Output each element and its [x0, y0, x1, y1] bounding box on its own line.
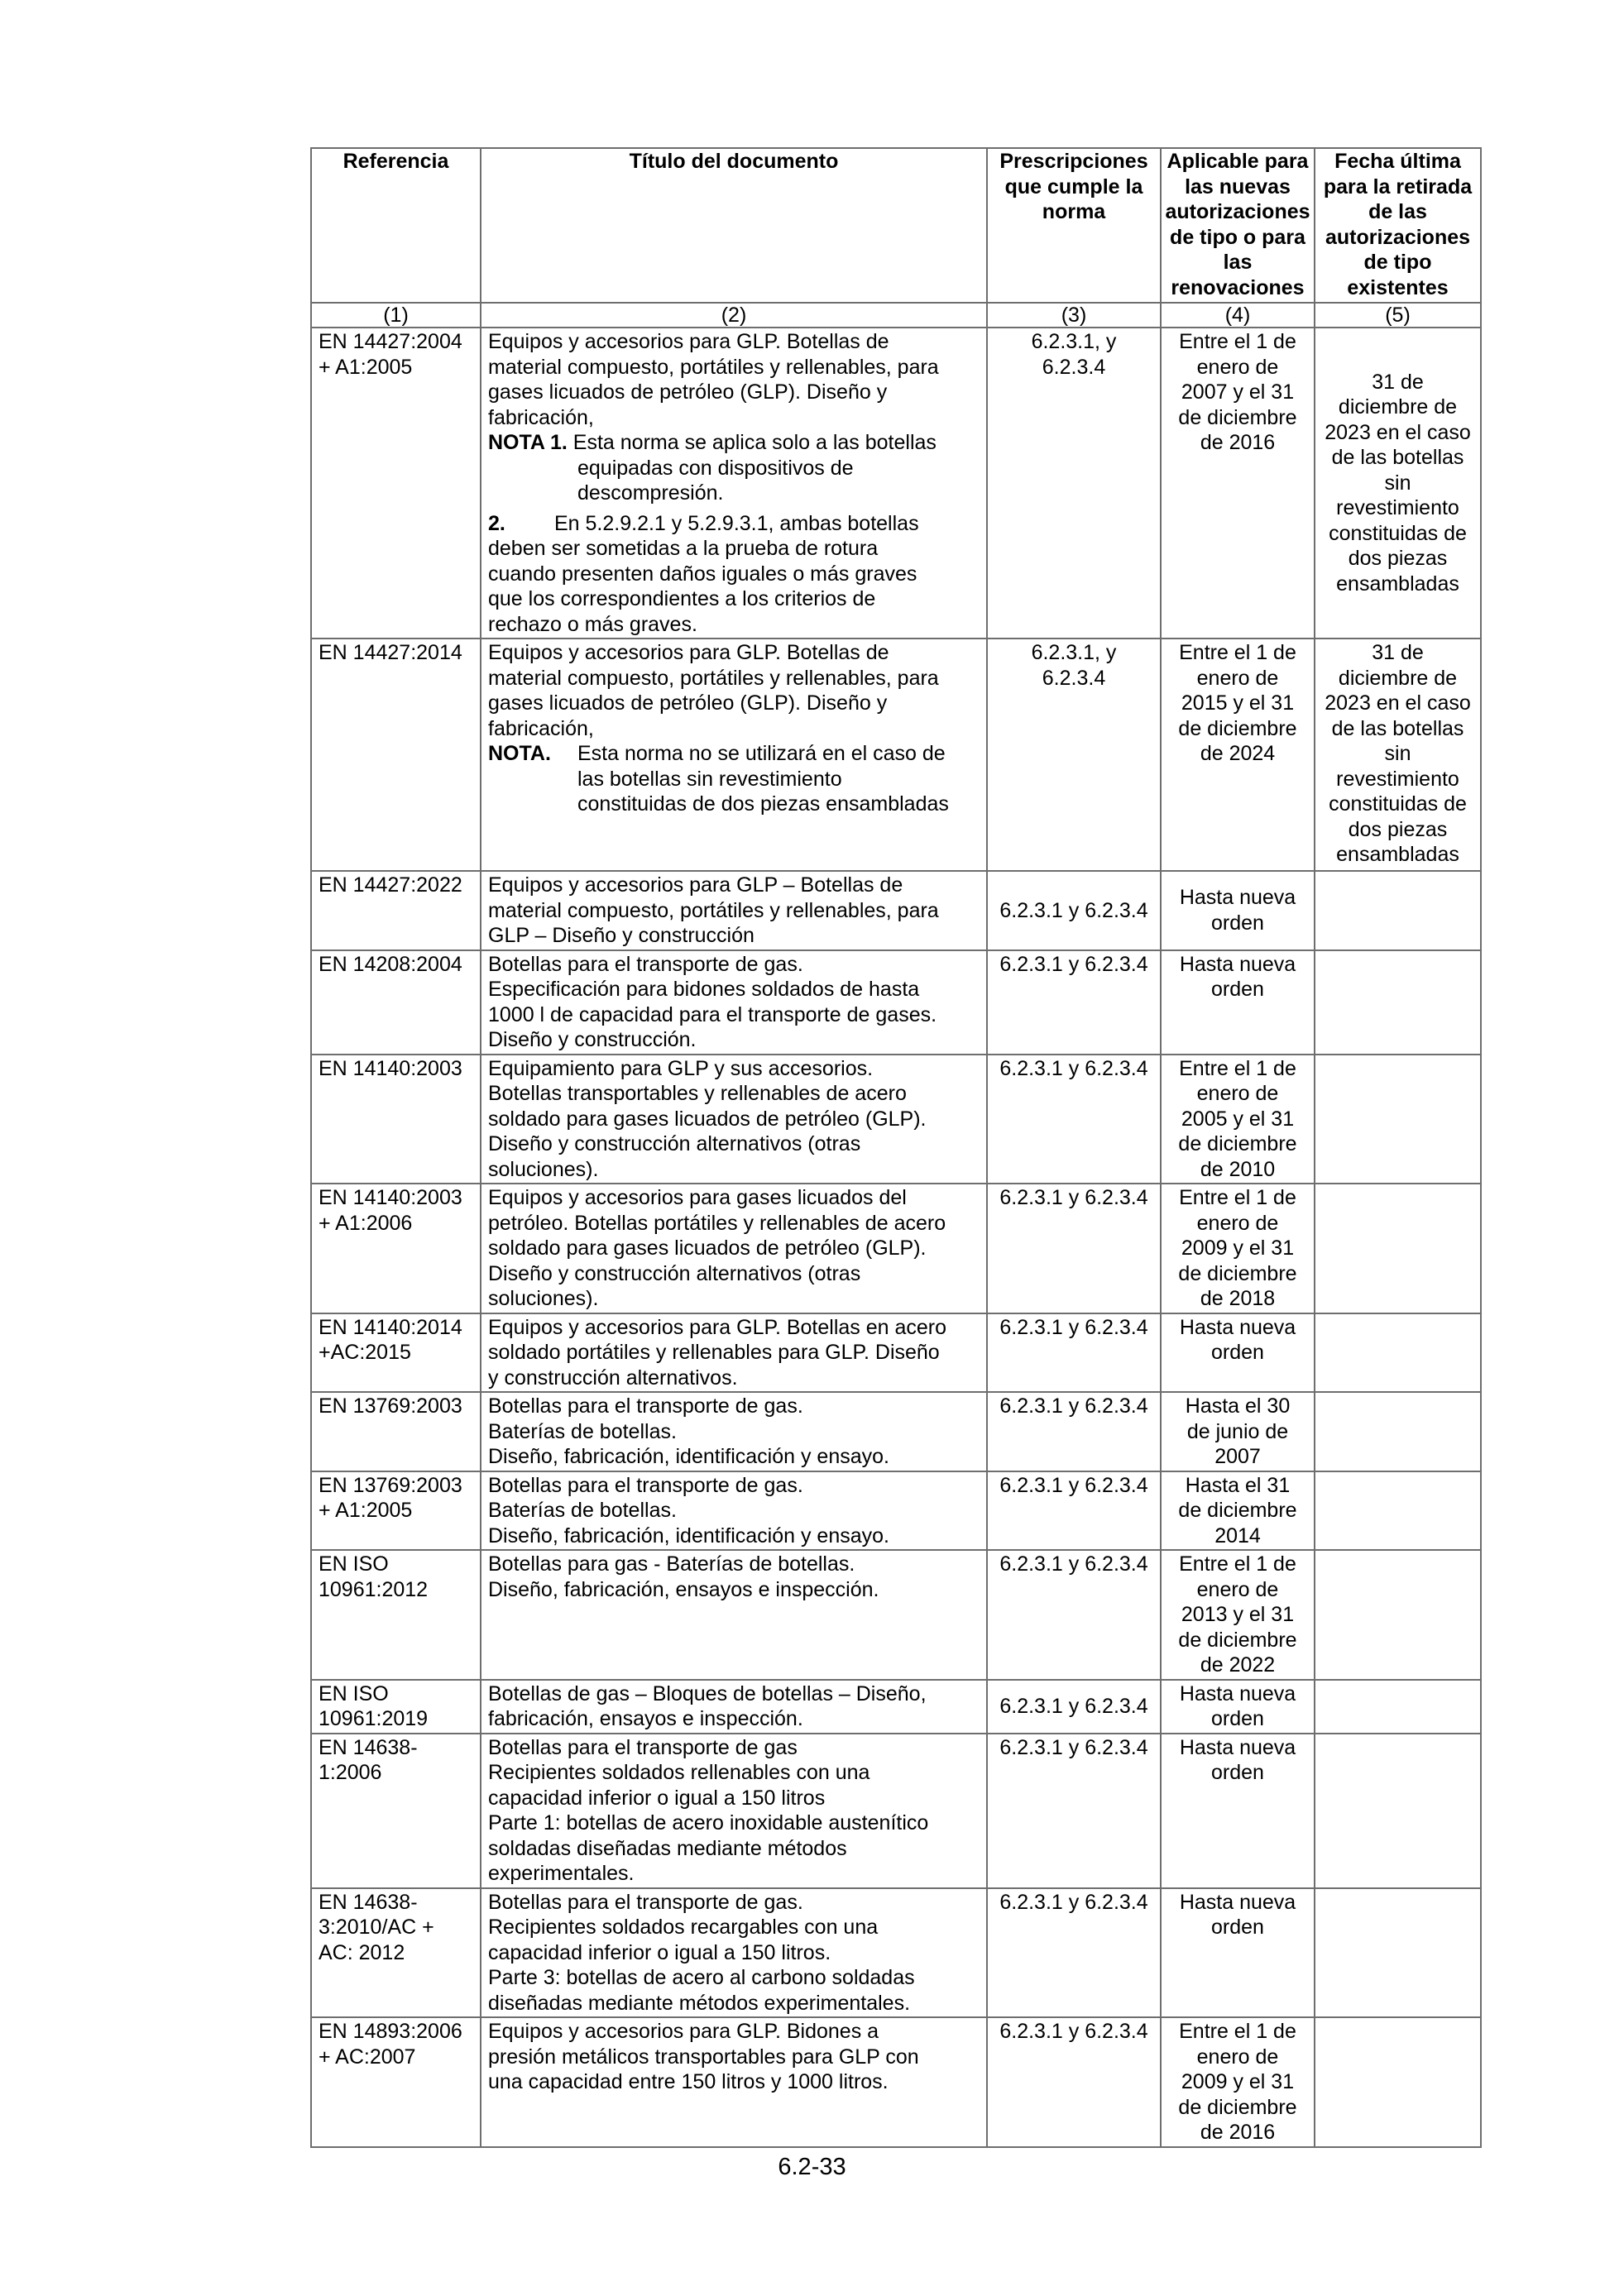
title-line: soldado para gases licuados de petróleo (GLP).: [488, 1236, 927, 1260]
apl-line: Hasta el 30: [1185, 1394, 1291, 1418]
fecha-line: sin: [1384, 742, 1411, 765]
cell-fecha: [1315, 1313, 1481, 1393]
cell-referencia: [311, 1392, 481, 1471]
ref-line: 1:2006: [319, 1761, 382, 1784]
title-line: Equipos y accesorios para GLP. Botellas de: [488, 641, 889, 664]
table-row: [311, 639, 1481, 871]
apl-line: 2014: [1214, 1523, 1261, 1547]
apl-line: 2009 y el 31: [1181, 1236, 1295, 1260]
apl-line: 2013 y el 31: [1181, 1603, 1295, 1626]
apl-line: de 2018: [1200, 1287, 1276, 1310]
table-row: [311, 1734, 1481, 1888]
cell-referencia: [311, 1680, 481, 1734]
apl-line: orden: [1211, 1916, 1264, 1939]
header-row: [311, 148, 1481, 303]
title-line: fabricación,: [488, 716, 594, 740]
note-text-line: constituidas de dos piezas ensambladas: [577, 792, 949, 816]
cell-fecha: [1315, 1055, 1481, 1184]
ref-line: + AC:2007: [319, 2045, 416, 2069]
apl-line: 2007: [1214, 1445, 1261, 1468]
pres-line: 6.2.3.1 y 6.2.3.4: [999, 1186, 1148, 1209]
fecha-line: dos piezas: [1348, 817, 1448, 841]
apl-line: Hasta nueva: [1179, 1315, 1296, 1339]
fecha-line: ensambladas: [1336, 572, 1459, 596]
fecha-line: diciembre de: [1338, 666, 1458, 690]
apl-line: de 2016: [1200, 2121, 1276, 2144]
cell-titulo: [481, 1313, 987, 1393]
cell-titulo: [481, 2017, 987, 2147]
title-line: Diseño, fabricación, ensayos e inspección.: [488, 1577, 879, 1601]
col-number: (4): [1161, 303, 1315, 328]
table-row: [311, 1055, 1481, 1184]
note-text-line: cuando presenten daños iguales o más graves: [488, 562, 917, 586]
cell-prescripciones: [987, 1471, 1161, 1551]
pres-line: 6.2.3.1 y 6.2.3.4: [999, 1552, 1148, 1576]
note-text: Esta norma se aplica solo a las botellas: [567, 431, 937, 454]
apl-line: enero de: [1196, 666, 1279, 690]
ref-line: 10961:2019: [319, 1707, 429, 1730]
title-line: Parte 3: botellas de acero al carbono soldadas: [488, 1966, 915, 1989]
header-prescripciones: Prescripciones que cumple la norma: [987, 148, 1161, 303]
title-line: material compuesto, portátiles y rellenables, para: [488, 898, 939, 922]
apl-line: orden: [1211, 978, 1264, 1001]
cell-aplicable: [1161, 1392, 1315, 1471]
table-row: [311, 950, 1481, 1055]
title-line: soldadas diseñadas mediante métodos: [488, 1836, 847, 1860]
title-line: soluciones).: [488, 1157, 599, 1181]
cell-prescripciones: [987, 1734, 1161, 1888]
cell-titulo: [481, 1055, 987, 1184]
pres-line: 6.2.3.1 y 6.2.3.4: [999, 1394, 1148, 1418]
cell-aplicable: [1161, 639, 1315, 871]
apl-line: Entre el 1 de: [1179, 1186, 1296, 1209]
ref-line: +AC:2015: [319, 1341, 411, 1364]
apl-line: de diciembre: [1178, 2095, 1297, 2119]
cell-aplicable: [1161, 328, 1315, 639]
note-text-line: equipadas con dispositivos de: [577, 456, 854, 480]
note-2: [488, 511, 980, 537]
note-text-line: las botellas sin revestimiento: [577, 767, 842, 791]
title-line: capacidad inferior o igual a 150 litros.: [488, 1940, 831, 1964]
apl-line: de diciembre: [1178, 716, 1297, 740]
apl-line: de 2022: [1200, 1653, 1276, 1677]
table-row: [311, 1184, 1481, 1313]
cell-referencia: [311, 2017, 481, 2147]
cell-prescripciones: [987, 1888, 1161, 2018]
col-number: (1): [311, 303, 481, 328]
apl-line: de 2010: [1200, 1157, 1276, 1181]
title-line: Recipientes soldados rellenables con una: [488, 1761, 870, 1784]
title-line: capacidad inferior o igual a 150 litros: [488, 1786, 826, 1810]
cell-aplicable: [1161, 1550, 1315, 1680]
pres-line: 6.2.3.1 y 6.2.3.4: [999, 1890, 1148, 1914]
fecha-line: revestimiento: [1336, 496, 1459, 520]
cell-prescripciones: [987, 639, 1161, 871]
standards-table: [310, 147, 1482, 2148]
title-line: Botellas para el transporte de gas.: [488, 1473, 803, 1497]
apl-line: de junio de: [1186, 1419, 1289, 1443]
ref-line: 10961:2012: [319, 1577, 429, 1601]
apl-line: 2005 y el 31: [1181, 1107, 1295, 1131]
cell-fecha: [1315, 950, 1481, 1055]
cell-referencia: [311, 1471, 481, 1551]
cell-titulo: [481, 1392, 987, 1471]
fecha-line: 31 de: [1372, 641, 1424, 664]
cell-titulo: [481, 1550, 987, 1680]
cell-aplicable: [1161, 1313, 1315, 1393]
pres-line: 6.2.3.1, y: [1031, 641, 1117, 664]
cell-referencia: [311, 950, 481, 1055]
title-line: material compuesto, portátiles y rellenables, para: [488, 666, 939, 690]
cell-fecha: [1315, 2017, 1481, 2147]
cell-referencia: [311, 1550, 481, 1680]
title-line: Diseño y construcción.: [488, 1028, 697, 1051]
ref-line: EN 14140:2003: [319, 1056, 462, 1080]
title-line: petróleo. Botellas portátiles y rellenables de acero: [488, 1211, 946, 1235]
apl-line: de diciembre: [1178, 1499, 1297, 1522]
title-line: soldado portátiles y rellenables para GLP. Diseño: [488, 1341, 940, 1364]
apl-line: de diciembre: [1178, 1628, 1297, 1652]
pres-line: 6.2.3.4: [1042, 355, 1106, 379]
title-line: Parte 1: botellas de acero inoxidable austenítico: [488, 1811, 929, 1834]
fecha-line: dos piezas: [1348, 547, 1448, 571]
fecha-line: constituidas de: [1329, 521, 1467, 545]
ref-line: EN 14208:2004: [319, 952, 462, 976]
title-line: Botellas para el transporte de gas: [488, 1735, 798, 1759]
ref-line: EN 14427:2014: [319, 641, 462, 664]
title-line: soldado para gases licuados de petróleo (GLP).: [488, 1107, 927, 1131]
col-number: (2): [481, 303, 987, 328]
title-line: Baterías de botellas.: [488, 1499, 677, 1522]
pres-line: 6.2.3.1 y 6.2.3.4: [999, 1315, 1148, 1339]
note-label: NOTA.: [488, 742, 551, 765]
col-number: (3): [987, 303, 1161, 328]
pres-line: 6.2.3.1 y 6.2.3.4: [999, 1694, 1148, 1718]
cell-titulo: [481, 871, 987, 950]
cell-aplicable: [1161, 1184, 1315, 1313]
apl-line: Hasta nueva: [1179, 1890, 1296, 1914]
title-line: Especificación para bidones soldados de hasta: [488, 978, 920, 1001]
apl-line: enero de: [1196, 1082, 1279, 1105]
pres-line: 6.2.3.1 y 6.2.3.4: [999, 952, 1148, 976]
title-line: fabricación, ensayos e inspección.: [488, 1707, 803, 1730]
cell-referencia: [311, 328, 481, 639]
title-line: Diseño, fabricación, identificación y ensayo.: [488, 1445, 889, 1468]
fecha-line: diciembre de: [1338, 395, 1458, 419]
cell-fecha: [1315, 871, 1481, 950]
apl-line: 2015 y el 31: [1181, 691, 1295, 715]
cell-aplicable: [1161, 1734, 1315, 1888]
ref-line: EN 14638-: [319, 1890, 418, 1914]
table-row: [311, 871, 1481, 950]
cell-prescripciones: [987, 1313, 1161, 1393]
cell-titulo: [481, 1680, 987, 1734]
column-number-row: [311, 303, 1481, 328]
title-line: Equipos y accesorios para GLP. Bidones a: [488, 2020, 879, 2043]
fecha-line: 2023 en el caso: [1325, 691, 1471, 715]
cell-aplicable: [1161, 1888, 1315, 2018]
apl-line: Entre el 1 de: [1179, 1552, 1296, 1576]
cell-referencia: [311, 1888, 481, 2018]
fecha-line: ensambladas: [1336, 843, 1459, 866]
cell-fecha: [1315, 1392, 1481, 1471]
cell-titulo: [481, 639, 987, 871]
title-line: Equipos y accesorios para GLP. Botellas de: [488, 330, 889, 353]
title-line: fabricación,: [488, 405, 594, 429]
apl-line: de diciembre: [1178, 1132, 1297, 1155]
note-text: Esta norma no se utilizará en el caso de: [577, 742, 946, 765]
ref-line: 3:2010/AC +: [319, 1916, 434, 1939]
title-line: Diseño y construcción alternativos (otras: [488, 1261, 861, 1285]
cell-fecha: [1315, 328, 1481, 639]
ref-line: EN 13769:2003: [319, 1473, 462, 1497]
title-line: Diseño, fabricación, identificación y ensayo.: [488, 1523, 889, 1547]
apl-line: enero de: [1196, 355, 1279, 379]
page-number: 6.2-33: [778, 2154, 846, 2180]
apl-line: de diciembre: [1178, 1261, 1297, 1285]
title-line: Botellas para el transporte de gas.: [488, 952, 803, 976]
cell-titulo: [481, 328, 987, 639]
fecha-line: revestimiento: [1336, 767, 1459, 791]
apl-line: 2009 y el 31: [1181, 2070, 1295, 2093]
fecha-line: 31 de: [1372, 370, 1424, 394]
cell-aplicable: [1161, 871, 1315, 950]
table-row: [311, 1680, 1481, 1734]
apl-line: de diciembre: [1178, 405, 1297, 429]
fecha-line: de las botellas: [1331, 446, 1464, 470]
cell-prescripciones: [987, 328, 1161, 639]
cell-titulo: [481, 1734, 987, 1888]
title-line: material compuesto, portátiles y rellenables, para: [488, 355, 939, 379]
ref-line: EN 14140:2003: [319, 1186, 462, 1209]
fecha-line: constituidas de: [1329, 792, 1467, 816]
ref-line: EN 14140:2014: [319, 1315, 462, 1339]
title-line: Botellas para el transporte de gas.: [488, 1890, 803, 1914]
apl-line: Hasta nueva: [1179, 886, 1296, 910]
note-1: [488, 430, 980, 456]
apl-line: Hasta nueva: [1179, 1681, 1296, 1705]
cell-aplicable: [1161, 1680, 1315, 1734]
apl-line: Hasta el 31: [1185, 1473, 1291, 1497]
pres-line: 6.2.3.1 y 6.2.3.4: [999, 1473, 1148, 1497]
table-row: [311, 1888, 1481, 2018]
title-line: soluciones).: [488, 1287, 599, 1310]
ref-line: + A1:2006: [319, 1211, 413, 1235]
note-label: 2.: [488, 511, 505, 535]
cell-referencia: [311, 1313, 481, 1393]
table-row: [311, 1550, 1481, 1680]
apl-line: Entre el 1 de: [1179, 1056, 1296, 1080]
table-row: [311, 1471, 1481, 1551]
header-fecha: Fecha última para la retirada de las autorizaciones de tipo existentes: [1315, 148, 1481, 303]
title-line: Equipos y accesorios para GLP – Botellas de: [488, 873, 903, 897]
fecha-line: 2023 en el caso: [1325, 420, 1471, 444]
apl-line: Entre el 1 de: [1179, 2020, 1296, 2043]
title-line: y construcción alternativos.: [488, 1366, 738, 1390]
title-line: una capacidad entre 150 litros y 1000 litros.: [488, 2070, 889, 2093]
ref-line: EN 14638-: [319, 1735, 418, 1759]
cell-aplicable: [1161, 1471, 1315, 1551]
header-aplicable: Aplicable para las nuevas autorizaciones de tipo o para las renovaciones: [1161, 148, 1315, 303]
apl-line: orden: [1211, 1761, 1264, 1784]
ref-line: AC: 2012: [319, 1940, 405, 1964]
cell-prescripciones: [987, 1055, 1161, 1184]
ref-line: EN ISO: [319, 1552, 389, 1576]
title-line: GLP – Diseño y construcción: [488, 924, 755, 947]
cell-referencia: [311, 871, 481, 950]
cell-referencia: [311, 1055, 481, 1184]
apl-line: orden: [1211, 911, 1264, 935]
apl-line: Entre el 1 de: [1179, 641, 1296, 664]
cell-prescripciones: [987, 1184, 1161, 1313]
cell-prescripciones: [987, 871, 1161, 950]
ref-line: EN 14893:2006: [319, 2020, 462, 2043]
apl-line: orden: [1211, 1341, 1264, 1364]
cell-fecha: [1315, 1680, 1481, 1734]
pres-line: 6.2.3.1, y: [1031, 330, 1117, 353]
title-line: gases licuados de petróleo (GLP). Diseño y: [488, 691, 888, 715]
ref-line: EN 13769:2003: [319, 1394, 462, 1418]
title-line: Recipientes soldados recargables con una: [488, 1916, 879, 1939]
apl-line: 2007 y el 31: [1181, 380, 1295, 404]
cell-fecha: [1315, 1888, 1481, 2018]
cell-titulo: [481, 1888, 987, 2018]
title-line: Baterías de botellas.: [488, 1419, 677, 1443]
ref-line: EN 14427:2022: [319, 873, 462, 897]
ref-line: EN 14427:2004: [319, 330, 462, 353]
pres-line: 6.2.3.1 y 6.2.3.4: [999, 1056, 1148, 1080]
cell-fecha: [1315, 1184, 1481, 1313]
cell-aplicable: [1161, 2017, 1315, 2147]
note-text-line: descompresión.: [577, 481, 724, 505]
cell-referencia: [311, 1184, 481, 1313]
title-line: Botellas para el transporte de gas.: [488, 1394, 803, 1418]
title-line: Diseño y construcción alternativos (otras: [488, 1132, 861, 1155]
ref-line: EN ISO: [319, 1681, 389, 1705]
pres-line: 6.2.3.1 y 6.2.3.4: [999, 898, 1148, 922]
cell-prescripciones: [987, 1680, 1161, 1734]
cell-aplicable: [1161, 950, 1315, 1055]
cell-fecha: [1315, 1471, 1481, 1551]
header-titulo: Título del documento: [481, 148, 987, 303]
cell-referencia: [311, 1734, 481, 1888]
table-row: [311, 2017, 1481, 2147]
cell-prescripciones: [987, 2017, 1161, 2147]
apl-line: enero de: [1196, 1577, 1279, 1601]
title-line: Botellas para gas - Baterías de botellas.: [488, 1552, 855, 1576]
title-line: Equipamiento para GLP y sus accesorios.: [488, 1056, 874, 1080]
title-line: Equipos y accesorios para GLP. Botellas en acero: [488, 1315, 947, 1339]
table-row: [311, 328, 1481, 639]
cell-referencia: [311, 639, 481, 871]
fecha-line: sin: [1384, 471, 1411, 495]
header-referencia: Referencia: [311, 148, 481, 303]
fecha-line: de las botellas: [1331, 716, 1464, 740]
pres-line: 6.2.3.1 y 6.2.3.4: [999, 1735, 1148, 1759]
cell-fecha: [1315, 1734, 1481, 1888]
note-text-line: deben ser sometidas a la prueba de rotura: [488, 537, 879, 560]
title-line: 1000 l de capacidad para el transporte de gases.: [488, 1002, 937, 1026]
cell-titulo: [481, 950, 987, 1055]
ref-line: + A1:2005: [319, 355, 413, 379]
apl-line: de 2016: [1200, 431, 1276, 454]
cell-fecha: [1315, 639, 1481, 871]
note-1: [488, 741, 980, 767]
cell-titulo: [481, 1471, 987, 1551]
apl-line: Hasta nueva: [1179, 1735, 1296, 1759]
note-label: NOTA 1.: [488, 431, 568, 454]
table-body: [311, 328, 1481, 2147]
apl-line: enero de: [1196, 1211, 1279, 1235]
title-line: diseñadas mediante métodos experimentales.: [488, 1991, 911, 2015]
cell-titulo: [481, 1184, 987, 1313]
note-text: En 5.2.9.2.1 y 5.2.9.3.1, ambas botellas: [554, 511, 919, 535]
apl-line: Entre el 1 de: [1179, 330, 1296, 353]
apl-line: Hasta nueva: [1179, 952, 1296, 976]
note-text-line: rechazo o más graves.: [488, 612, 697, 636]
title-line: Botellas transportables y rellenables de acero: [488, 1082, 907, 1105]
title-line: Botellas de gas – Bloques de botellas – Diseño,: [488, 1681, 927, 1705]
apl-line: enero de: [1196, 2045, 1279, 2069]
col-number: (5): [1315, 303, 1481, 328]
title-line: experimentales.: [488, 1862, 635, 1885]
cell-fecha: [1315, 1550, 1481, 1680]
cell-prescripciones: [987, 950, 1161, 1055]
ref-line: + A1:2005: [319, 1499, 413, 1522]
pres-line: 6.2.3.1 y 6.2.3.4: [999, 2020, 1148, 2043]
cell-aplicable: [1161, 1055, 1315, 1184]
title-line: gases licuados de petróleo (GLP). Diseño y: [488, 380, 888, 404]
title-line: presión metálicos transportables para GLP con: [488, 2045, 919, 2069]
cell-prescripciones: [987, 1550, 1161, 1680]
table-row: [311, 1313, 1481, 1393]
apl-line: orden: [1211, 1707, 1264, 1730]
title-line: Equipos y accesorios para gases licuados del: [488, 1186, 907, 1209]
table-row: [311, 1392, 1481, 1471]
note-text-line: que los correspondientes a los criterios de: [488, 587, 876, 610]
apl-line: de 2024: [1200, 742, 1276, 765]
cell-prescripciones: [987, 1392, 1161, 1471]
pres-line: 6.2.3.4: [1042, 666, 1106, 690]
